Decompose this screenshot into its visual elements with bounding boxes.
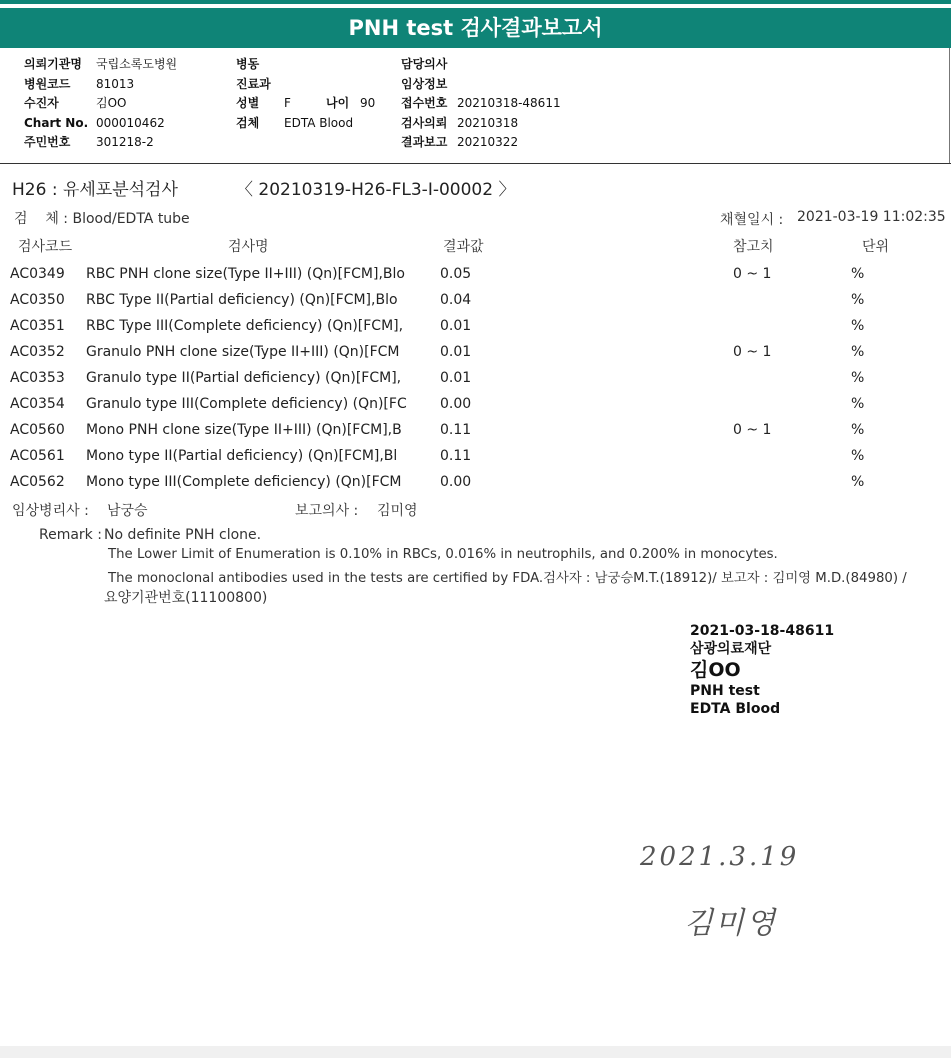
handwritten-signature: 김미영 [684, 906, 777, 941]
remark-label: Remark : [39, 527, 102, 543]
row-code: AC0562 [10, 474, 65, 490]
reporter-label: 보고의사 : [295, 503, 359, 519]
age-value: 90 [360, 96, 376, 110]
section-title: H26 : 유세포분석검사 [12, 180, 178, 200]
row-code: AC0560 [10, 422, 65, 438]
row-unit: % [851, 396, 865, 412]
hospital-code-label: 병원코드 [24, 76, 71, 91]
collected-datetime: 2021-03-19 11:02:35 [797, 209, 946, 225]
row-result: 0.04 [440, 292, 472, 308]
row-code: AC0354 [10, 396, 65, 412]
row-code: AC0353 [10, 370, 65, 386]
row-test-name: Granulo type II(Partial deficiency) (Qn)[FCM], [86, 370, 402, 386]
remark-line-4: 요양기관번호(11100800) [104, 590, 268, 606]
row-result: 0.05 [440, 266, 472, 282]
row-result: 0.11 [440, 422, 472, 438]
header-test-name: 검사명 [228, 239, 269, 255]
accession-number: 〈 20210319-H26-FL3-I-00002 〉 [236, 180, 516, 200]
remark-line-2: The Lower Limit of Enumeration is 0.10% in RBCs, 0.016% in neutrophils, and 0.200% in monocytes. [108, 547, 778, 562]
info-box-border [949, 48, 950, 164]
pathologist-label: 임상병리사 : [12, 503, 89, 519]
ward-label: 병동 [236, 57, 260, 71]
row-test-name: Granulo PNH clone size(Type II+III) (Qn)[FCM [86, 344, 400, 360]
receipt-no-value: 20210318-48611 [457, 96, 561, 110]
row-unit: % [851, 266, 865, 282]
row-test-name: RBC Type III(Complete deficiency) (Qn)[FCM], [86, 318, 404, 334]
row-unit: % [851, 370, 865, 386]
sex-value: F [284, 96, 291, 110]
stamp-accession: 2021-03-18-48611 [690, 623, 835, 639]
remark-line-3: The monoclonal antibodies used in the tests are certified by FDA.검사자 : 남궁승M.T.(18912)/ 보고자 : 김미영 M.D.(84980) / [108, 571, 907, 586]
resident-no-label: 주민번호 [24, 135, 71, 149]
header-code: 검사코드 [18, 239, 73, 255]
report-title: PNH test 검사결과보고서 [0, 8, 951, 48]
table-row [0, 314, 951, 340]
age-label: 나이 [326, 96, 350, 110]
request-date-value: 20210318 [457, 115, 519, 130]
row-result: 0.11 [440, 448, 472, 464]
table-row [0, 470, 951, 496]
row-result: 0.01 [440, 344, 472, 360]
patient-info-col3 [401, 55, 561, 153]
row-unit: % [851, 422, 865, 438]
patient-info-col1 [24, 55, 177, 153]
header-unit: 단위 [862, 239, 890, 255]
table-row [0, 366, 951, 392]
request-date-label: 검사의뢰 [401, 115, 448, 130]
clinical-info-label: 임상정보 [401, 76, 448, 91]
row-code: AC0350 [10, 292, 65, 308]
patient-name-label: 수진자 [24, 96, 59, 110]
header-result: 결과값 [443, 239, 484, 255]
patient-info-col2 [236, 55, 375, 133]
institution-value: 국립소록도병원 [96, 57, 178, 71]
stamp-patient: 김OO [690, 659, 741, 681]
table-row [0, 288, 951, 314]
row-test-name: Mono type II(Partial deficiency) (Qn)[FCM],Bl [86, 448, 398, 464]
header-reference: 참고치 [733, 239, 774, 255]
chart-no-label: Chart No. [24, 115, 89, 130]
resident-no-value: 301218-2 [96, 135, 154, 149]
pathologist-name: 남궁승 [107, 503, 148, 519]
row-test-name: Mono type III(Complete deficiency) (Qn)[FCM [86, 474, 402, 490]
specimen-stamp [690, 622, 834, 718]
row-result: 0.00 [440, 474, 472, 490]
header-top-rule [0, 0, 951, 4]
row-code: AC0351 [10, 318, 65, 334]
row-result: 0.01 [440, 370, 472, 386]
handwritten-date: 2021.3.19 [640, 842, 800, 872]
stamp-specimen: EDTA Blood [690, 701, 781, 717]
row-code: AC0561 [10, 448, 65, 464]
row-test-name: RBC PNH clone size(Type II+III) (Qn)[FCM],Blo [86, 266, 405, 282]
row-result: 0.00 [440, 396, 472, 412]
doctor-label: 담당의사 [401, 57, 448, 71]
row-result: 0.01 [440, 318, 472, 334]
table-row [0, 418, 951, 444]
institution-label: 의뢰기관명 [24, 57, 82, 71]
table-row [0, 340, 951, 366]
row-code: AC0352 [10, 344, 65, 360]
specimen-label: 검체 [236, 115, 260, 130]
row-test-name: RBC Type II(Partial deficiency) (Qn)[FCM],Blo [86, 292, 398, 308]
department-label: 진료과 [236, 76, 271, 91]
report-date-label: 결과보고 [401, 135, 448, 149]
specimen-line: 검 체 : Blood/EDTA tube [14, 211, 190, 227]
row-unit: % [851, 292, 865, 308]
row-test-name: Granulo type III(Complete deficiency) (Qn)[FC [86, 396, 407, 412]
row-reference: 0 ~ 1 [733, 422, 772, 438]
info-separator [0, 163, 951, 164]
sex-label: 성별 [236, 96, 260, 110]
stamp-test: PNH test [690, 683, 760, 699]
table-row [0, 392, 951, 418]
receipt-no-label: 접수번호 [401, 96, 448, 110]
report-date-value: 20210322 [457, 135, 519, 149]
reporter-name: 김미영 [377, 503, 418, 519]
row-reference: 0 ~ 1 [733, 266, 772, 282]
collected-label: 채혈일시 : [720, 212, 784, 228]
specimen-value: EDTA Blood [284, 115, 354, 130]
table-row [0, 444, 951, 470]
chart-no-value: 000010462 [96, 115, 165, 130]
row-code: AC0349 [10, 266, 65, 282]
row-reference: 0 ~ 1 [733, 344, 772, 360]
row-unit: % [851, 448, 865, 464]
row-unit: % [851, 318, 865, 334]
stamp-lab-name: 삼광의료재단 [690, 641, 772, 657]
row-unit: % [851, 344, 865, 360]
table-row [0, 262, 951, 288]
bottom-strip [0, 1046, 951, 1058]
row-test-name: Mono PNH clone size(Type II+III) (Qn)[FCM],B [86, 422, 402, 438]
patient-name-value: 김OO [96, 96, 127, 110]
hospital-code-value: 81013 [96, 76, 135, 91]
row-unit: % [851, 474, 865, 490]
remark-line-1: No definite PNH clone. [104, 527, 262, 543]
